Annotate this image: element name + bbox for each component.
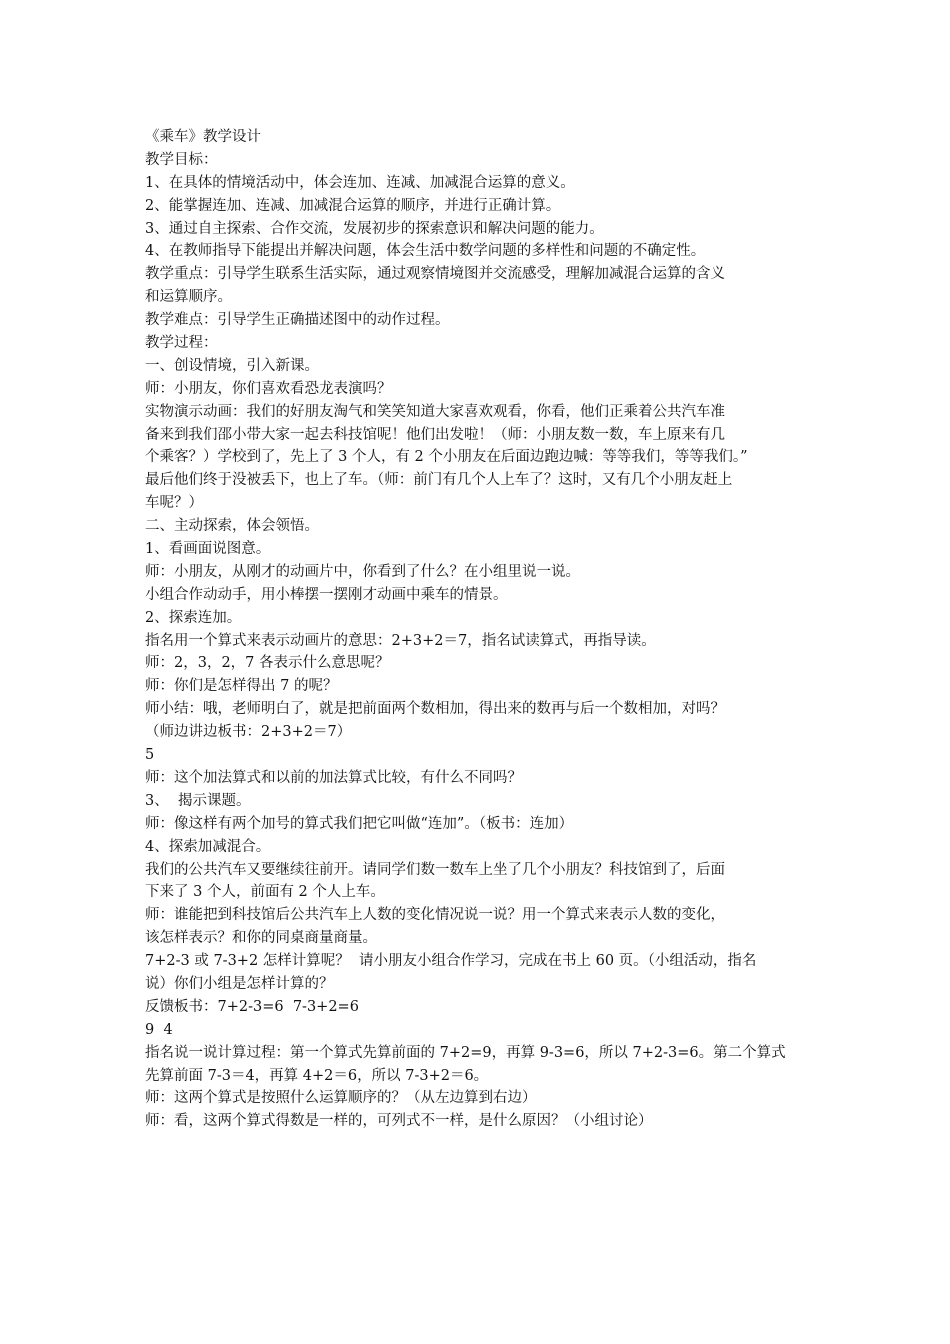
paragraph-line: 师：2，3，2，7 各表示什么意思呢？	[145, 655, 390, 672]
goal-item-2: 2、能掌握连加、连减、加减混合运算的顺序，并进行正确计算。	[145, 197, 561, 214]
board-note: 9 4	[145, 1021, 173, 1038]
paragraph-line: 车呢？）	[145, 495, 203, 512]
key-point-line-2: 和运算顺序。	[145, 289, 232, 306]
paragraph-line: 指名说一说计算过程：第一个算式先算前面的 7+2=9，再算 9-3=6，所以 7+2-3=6。第二个算式	[145, 1044, 786, 1061]
paragraph-line: 师：小朋友，从刚才的动画片中，你看到了什么？在小组里说一说。	[145, 563, 580, 580]
sub-heading: 2、探索连加。	[145, 609, 242, 626]
paragraph-line: 7+2-3 或 7-3+2 怎样计算呢？ 请小朋友小组合作学习，完成在书上 60 页。（小组活动，指名	[145, 953, 757, 970]
paragraph-line: 师小结：哦，老师明白了，就是把前面两个数相加，得出来的数再与后一个数相加，对吗？	[145, 701, 725, 718]
paragraph-line: 师：谁能把到科技馆后公共汽车上人数的变化情况说一说？用一个算式来表示人数的变化，	[145, 907, 725, 924]
sub-heading: 4、探索加减混合。	[145, 838, 271, 855]
paragraph-line: 师：你们是怎样得出 7 的呢？	[145, 678, 338, 695]
goal-item-4: 4、在教师指导下能提出并解决问题，体会生活中数学问题的多样性和问题的不确定性。	[145, 243, 706, 260]
paragraph-line: 我们的公共汽车又要继续往前开。请同学们数一数车上坐了几个小朋友？科技馆到了，后面	[145, 861, 725, 878]
paragraph-line: 小组合作动动手，用小棒摆一摆刚才动画中乘车的情景。	[145, 586, 508, 603]
board-note: 5	[145, 747, 155, 764]
paragraph-line: 下来了 3 个人，前面有 2 个人上车。	[145, 884, 385, 901]
step-heading-2: 二、主动探索，体会领悟。	[145, 518, 319, 535]
paragraph-line: 先算前面 7-3＝4，再算 4+2＝6，所以 7-3+2＝6。	[145, 1067, 489, 1084]
paragraph-line: 反馈板书：7+2-3=6 7-3+2=6	[145, 998, 359, 1015]
paragraph-line: 师：这两个算式是按照什么运算顺序的？（从左边算到右边）	[145, 1090, 537, 1107]
document-title: 《乘车》教学设计	[145, 129, 261, 145]
paragraph-line: 师：小朋友，你们喜欢看恐龙表演吗？	[145, 380, 392, 397]
goal-item-1: 1、在具体的情境活动中，体会连加、连减、加减混合运算的意义。	[145, 174, 575, 191]
paragraph-line: 师：这个加法算式和以前的加法算式比较，有什么不同吗？	[145, 769, 522, 786]
sub-heading: 1、看画面说图意。	[145, 541, 271, 558]
section-heading-goals: 教学目标：	[145, 151, 218, 168]
paragraph-line: （师边讲边板书：2+3+2＝7）	[145, 724, 352, 741]
paragraph-line: 个乘客？）学校到了，先上了 3 个人，有 2 个小朋友在后面边跑边喊：等等我们，等等我们。”	[145, 449, 748, 466]
goal-item-3: 3、通过自主探索、合作交流，发展初步的探索意识和解决问题的能力。	[145, 220, 604, 237]
paragraph-line: 师：像这样有两个加号的算式我们把它叫做“连加”。（板书：连加）	[145, 815, 574, 832]
key-point-line-1: 教学重点：引导学生联系生活实际，通过观察情境图并交流感受，理解加减混合运算的含义	[145, 266, 725, 283]
difficulty-line: 教学难点：引导学生正确描述图中的动作过程。	[145, 312, 450, 329]
paragraph-line: 备来到我们邵小带大家一起去科技馆呢！他们出发啦！（师：小朋友数一数，车上原来有几	[145, 426, 725, 443]
document-page	[145, 126, 825, 1133]
paragraph-line: 指名用一个算式来表示动画片的意思：2+3+2＝7，指名试读算式，再指导读。	[145, 632, 656, 649]
paragraph-line: 该怎样表示？和你的同桌商量商量。	[145, 930, 377, 947]
step-heading-1: 一、创设情境，引入新课。	[145, 357, 319, 374]
section-heading-process: 教学过程：	[145, 335, 218, 352]
sub-heading: 3、 揭示课题。	[145, 792, 251, 809]
paragraph-line: 最后他们终于没被丢下，也上了车。（师：前门有几个人上车了？这时，又有几个小朋友赶上	[145, 472, 733, 489]
paragraph-line: 实物演示动画：我们的好朋友淘气和笑笑知道大家喜欢观看，你看，他们正乘着公共汽车准	[145, 403, 725, 420]
paragraph-line: 说）你们小组是怎样计算的？	[145, 975, 334, 992]
paragraph-line: 师：看，这两个算式得数是一样的，可列式不一样，是什么原因？（小组讨论）	[145, 1113, 653, 1130]
